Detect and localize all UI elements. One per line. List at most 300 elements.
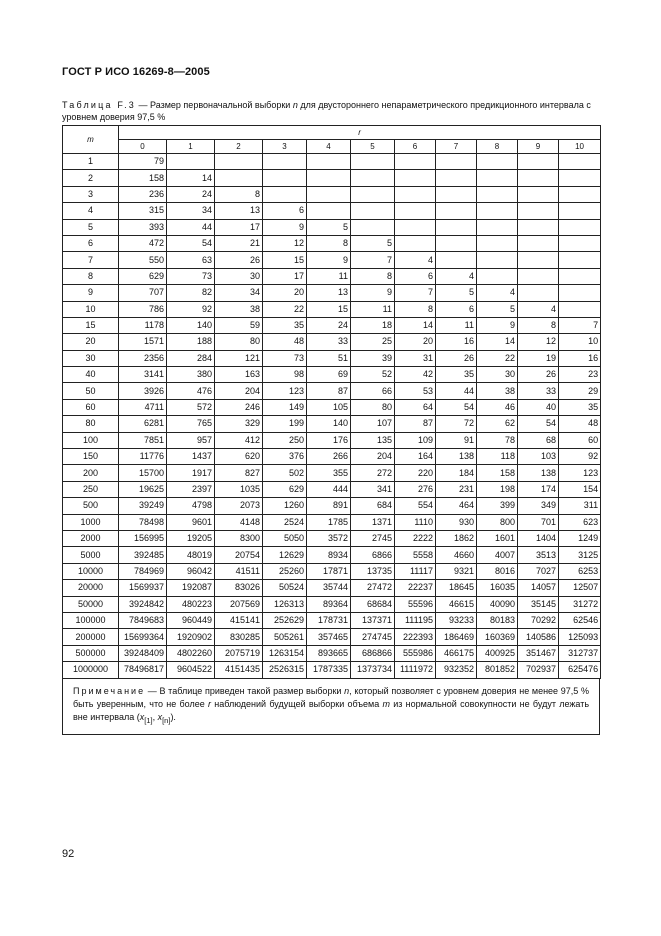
table-row [63,498,601,514]
table-cell: 7027 [518,563,559,579]
row-m-value: 1000000 [63,662,119,678]
table-row [63,580,601,596]
r-value-header: 6 [395,140,436,154]
row-m-value: 20 [63,334,119,350]
table-cell [167,154,215,170]
table-cell: 276 [395,481,436,497]
table-cell [559,235,601,251]
table-cell: 42 [395,367,436,383]
row-m-value: 5 [63,219,119,235]
table-cell: 158 [119,170,167,186]
table-cell: 204 [351,449,395,465]
row-m-value: 500000 [63,645,119,661]
table-cell: 1035 [215,481,263,497]
table-row [63,350,601,366]
table-row [63,612,601,628]
table-cell: 4660 [436,547,477,563]
table-cell [351,154,395,170]
table-cell [559,285,601,301]
table-cell: 16035 [477,580,518,596]
table-cell: 2397 [167,481,215,497]
note-var-n: n [344,685,350,696]
table-cell: 891 [307,498,351,514]
document-header: ГОСТ Р ИСО 16269-8—2005 [62,66,210,78]
table-cell: 351467 [518,645,559,661]
table-cell: 827 [215,465,263,481]
table-cell: 123 [263,383,307,399]
table-cell: 8300 [215,530,263,546]
table-cell: 24 [307,317,351,333]
table-cell: 3513 [518,547,559,563]
table-cell: 312737 [559,645,601,661]
row-m-value: 9 [63,285,119,301]
table-cell: 415141 [215,612,263,628]
table-row [63,514,601,530]
table-cell [436,170,477,186]
table-cell: 1569937 [119,580,167,596]
row-m-value: 10 [63,301,119,317]
note-text: , [152,711,158,722]
table-cell: 31272 [559,596,601,612]
table-cell: 72 [436,416,477,432]
row-m-value: 6 [63,235,119,251]
table-cell: 376 [263,449,307,465]
table-cell: 31 [395,350,436,366]
table-cell: 137371 [351,612,395,628]
table-cell: 35 [263,317,307,333]
note-text: , который позволяет с уровнем доверия не менее 97,5 % быть уверенным, что не более [73,685,589,709]
table-cell: 68684 [351,596,395,612]
table-cell: 236 [119,186,167,202]
table-cell: 1249 [559,530,601,546]
table-row [63,416,601,432]
table-cell [395,154,436,170]
table-cell [436,203,477,219]
caption-label: Таблица F.3 [62,100,136,110]
table-cell: 140586 [518,629,559,645]
table-cell: 1111972 [395,662,436,678]
table-cell [395,170,436,186]
table-cell: 1178 [119,317,167,333]
table-cell: 246 [215,399,263,415]
table-cell: 4798 [167,498,215,514]
table-cell [518,170,559,186]
table-cell: 220 [395,465,436,481]
table-cell: 480223 [167,596,215,612]
table-cell [477,252,518,268]
table-cell: 284 [167,350,215,366]
table-row [63,662,601,678]
table-cell: 629 [119,268,167,284]
table-cell: 18645 [436,580,477,596]
table-cell: 140 [307,416,351,432]
note-text: из нормальной совокупности не будут лежать вне интервала ( [73,698,590,722]
table-cell: 315 [119,203,167,219]
table-cell: 20754 [215,547,263,563]
table-cell: 69 [307,367,351,383]
table-cell: 35 [559,399,601,415]
table-cell: 78496817 [119,662,167,678]
row-m-value: 5000 [63,547,119,563]
table-cell: 207569 [215,596,263,612]
table-cell: 554 [395,498,436,514]
table-cell: 35145 [518,596,559,612]
table-cell: 5 [351,235,395,251]
row-m-value: 15 [63,317,119,333]
table-cell: 40 [518,399,559,415]
table-cell: 63 [167,252,215,268]
row-m-value: 20000 [63,580,119,596]
table-note [62,679,600,736]
table-cell: 1920902 [167,629,215,645]
table-cell: 15700 [119,465,167,481]
table-cell: 11 [307,268,351,284]
table-cell: 1571 [119,334,167,350]
table-cell: 164 [395,449,436,465]
table-cell: 17 [215,219,263,235]
table-row [63,629,601,645]
table-cell: 1404 [518,530,559,546]
table-cell [395,235,436,251]
table-cell: 5 [477,301,518,317]
table-cell: 3125 [559,547,601,563]
table-cell: 464 [436,498,477,514]
table-cell: 707 [119,285,167,301]
table-cell: 111195 [395,612,436,628]
table-cell [436,219,477,235]
table-row [63,399,601,415]
table-cell: 20 [395,334,436,350]
table-row [63,268,601,284]
table-row [63,481,601,497]
table-cell: 466175 [436,645,477,661]
row-m-value: 1 [63,154,119,170]
table-cell: 109 [395,432,436,448]
table-cell [518,154,559,170]
table-cell: 1862 [436,530,477,546]
table-cell: 30 [477,367,518,383]
table-cell: 16 [436,334,477,350]
table-cell: 9 [307,252,351,268]
table-cell: 176 [307,432,351,448]
row-m-value: 3 [63,186,119,202]
table-cell: 156995 [119,530,167,546]
caption-text: — Размер первоначальной выборки [136,100,293,110]
note-var-xn: x [157,711,163,722]
table-cell [518,219,559,235]
table-cell [263,170,307,186]
table-cell [477,268,518,284]
row-m-value: 2000 [63,530,119,546]
table-cell: 800 [477,514,518,530]
table-cell: 92 [167,301,215,317]
table-cell: 46 [477,399,518,415]
column-header-r: r [119,126,601,140]
table-cell: 39 [351,350,395,366]
table-cell: 9321 [436,563,477,579]
table-cell: 702937 [518,662,559,678]
table-cell: 1371 [351,514,395,530]
table-cell [307,186,351,202]
table-cell: 252629 [263,612,307,628]
table-row [63,285,601,301]
page-number: 92 [62,848,75,860]
r-value-header: 5 [351,140,395,154]
table-cell [307,170,351,186]
table-cell: 572 [167,399,215,415]
table-cell [307,203,351,219]
table-cell: 412 [215,432,263,448]
table-cell [477,186,518,202]
table-cell: 87 [395,416,436,432]
table-cell: 399 [477,498,518,514]
table-cell [395,219,436,235]
table-cell: 44 [167,219,215,235]
table-cell: 78 [477,432,518,448]
r-value-header: 3 [263,140,307,154]
table-cell: 1917 [167,465,215,481]
table-cell: 26 [518,367,559,383]
table-row [63,367,601,383]
table-container [62,125,600,735]
table-cell [518,252,559,268]
row-m-value: 8 [63,268,119,284]
table-cell: 80 [351,399,395,415]
table-cell: 620 [215,449,263,465]
table-cell [518,203,559,219]
table-cell: 686866 [351,645,395,661]
table-cell: 12 [263,235,307,251]
table-cell: 103 [518,449,559,465]
table-cell: 5558 [395,547,436,563]
table-cell: 154 [559,481,601,497]
note-sub-n: [n] [162,715,171,725]
table-cell: 140 [167,317,215,333]
table-cell [395,203,436,219]
row-m-value: 50000 [63,596,119,612]
table-cell: 53 [395,383,436,399]
table-cell: 25 [351,334,395,350]
r-value-header: 8 [477,140,518,154]
sample-size-table [62,125,601,679]
table-cell: 21 [215,235,263,251]
table-cell: 222393 [395,629,436,645]
table-cell: 357465 [307,629,351,645]
table-cell: 25260 [263,563,307,579]
table-cell: 33 [307,334,351,350]
row-m-value: 50 [63,383,119,399]
table-cell: 107 [351,416,395,432]
table-cell: 6281 [119,416,167,432]
table-cell: 472 [119,235,167,251]
table-cell: 19 [518,350,559,366]
table-cell: 12629 [263,547,307,563]
table-cell: 55596 [395,596,436,612]
table-cell: 1373734 [351,662,395,678]
table-cell: 5 [307,219,351,235]
table-cell: 80 [215,334,263,350]
table-cell: 4802260 [167,645,215,661]
table-cell [559,252,601,268]
table-cell: 73 [167,268,215,284]
table-cell: 54 [518,416,559,432]
table-cell: 34 [215,285,263,301]
table-cell: 7 [559,317,601,333]
row-m-value: 40 [63,367,119,383]
table-cell: 78498 [119,514,167,530]
table-cell: 15 [263,252,307,268]
table-cell: 502 [263,465,307,481]
table-row [63,563,601,579]
table-cell: 2356 [119,350,167,366]
table-cell [263,186,307,202]
note-sub-1: [1] [144,715,153,725]
table-cell: 79 [119,154,167,170]
table-cell: 4711 [119,399,167,415]
table-cell: 11117 [395,563,436,579]
row-m-value: 200000 [63,629,119,645]
table-cell: 121 [215,350,263,366]
r-value-header: 2 [215,140,263,154]
table-cell: 505261 [263,629,307,645]
table-cell: 8 [395,301,436,317]
table-cell: 20 [263,285,307,301]
table-cell: 625476 [559,662,601,678]
table-cell: 893665 [307,645,351,661]
table-cell: 123 [559,465,601,481]
r-value-header: 10 [559,140,601,154]
note-var-x1: x [139,711,145,722]
table-cell: 3141 [119,367,167,383]
r-value-header: 0 [119,140,167,154]
table-row [63,154,601,170]
table-cell: 204 [215,383,263,399]
table-cell: 5050 [263,530,307,546]
note-var-m: m [382,698,390,709]
row-m-value: 200 [63,465,119,481]
table-cell [477,170,518,186]
note-label: Примечание [73,685,146,696]
table-cell: 476 [167,383,215,399]
table-cell: 52 [351,367,395,383]
table-row [63,596,601,612]
table-cell: 59 [215,317,263,333]
table-cell: 38 [215,301,263,317]
table-cell [559,301,601,317]
table-cell: 105 [307,399,351,415]
table-cell: 38 [477,383,518,399]
table-cell [351,203,395,219]
table-cell: 274745 [351,629,395,645]
table-cell: 13 [215,203,263,219]
table-cell: 35 [436,367,477,383]
table-cell [215,170,263,186]
table-cell: 15 [307,301,351,317]
table-cell: 393 [119,219,167,235]
table-cell [518,235,559,251]
table-cell: 50524 [263,580,307,596]
table-cell: 22 [263,301,307,317]
table-row [63,219,601,235]
table-cell: 11776 [119,449,167,465]
table-cell: 1110 [395,514,436,530]
table-cell: 199 [263,416,307,432]
table-cell: 623 [559,514,601,530]
table-cell: 39249 [119,498,167,514]
note-text: ). [170,711,176,722]
table-cell: 125093 [559,629,601,645]
table-cell: 7849683 [119,612,167,628]
table-cell: 2526315 [263,662,307,678]
table-cell: 1263154 [263,645,307,661]
table-cell: 70292 [518,612,559,628]
table-cell: 60 [559,432,601,448]
table-cell: 9 [351,285,395,301]
table-cell: 135 [351,432,395,448]
table-cell: 701 [518,514,559,530]
table-cell [351,219,395,235]
table-cell: 9 [263,219,307,235]
table-cell: 92 [559,449,601,465]
table-cell: 550 [119,252,167,268]
table-row [63,301,601,317]
table-cell [215,154,263,170]
table-cell: 66 [351,383,395,399]
table-cell: 73 [263,350,307,366]
row-m-value: 60 [63,399,119,415]
table-cell: 12507 [559,580,601,596]
table-cell: 26 [436,350,477,366]
table-cell: 765 [167,416,215,432]
table-cell: 4148 [215,514,263,530]
table-cell: 3926 [119,383,167,399]
table-cell: 2073 [215,498,263,514]
r-value-header: 4 [307,140,351,154]
table-cell: 14 [477,334,518,350]
table-cell: 684 [351,498,395,514]
table-cell: 15699364 [119,629,167,645]
row-m-value: 7 [63,252,119,268]
table-cell: 16 [559,350,601,366]
table-cell: 7 [395,285,436,301]
table-cell: 11 [436,317,477,333]
table-cell: 192087 [167,580,215,596]
table-cell: 62546 [559,612,601,628]
table-row [63,383,601,399]
table-row [63,547,601,563]
table-cell: 8 [351,268,395,284]
table-cell: 174 [518,481,559,497]
table-cell: 341 [351,481,395,497]
table-cell: 5 [436,285,477,301]
table-cell: 2745 [351,530,395,546]
table-row [63,252,601,268]
row-m-value: 150 [63,449,119,465]
table-cell: 22237 [395,580,436,596]
table-cell [559,203,601,219]
table-cell: 830285 [215,629,263,645]
table-cell: 19625 [119,481,167,497]
table-cell: 44 [436,383,477,399]
table-cell: 9601 [167,514,215,530]
table-cell: 4 [477,285,518,301]
table-cell [559,170,601,186]
table-cell: 33 [518,383,559,399]
note-text: наблюдений будущей выборки объема [211,698,383,709]
table-cell: 198 [477,481,518,497]
table-cell: 1787335 [307,662,351,678]
table-cell: 68 [518,432,559,448]
